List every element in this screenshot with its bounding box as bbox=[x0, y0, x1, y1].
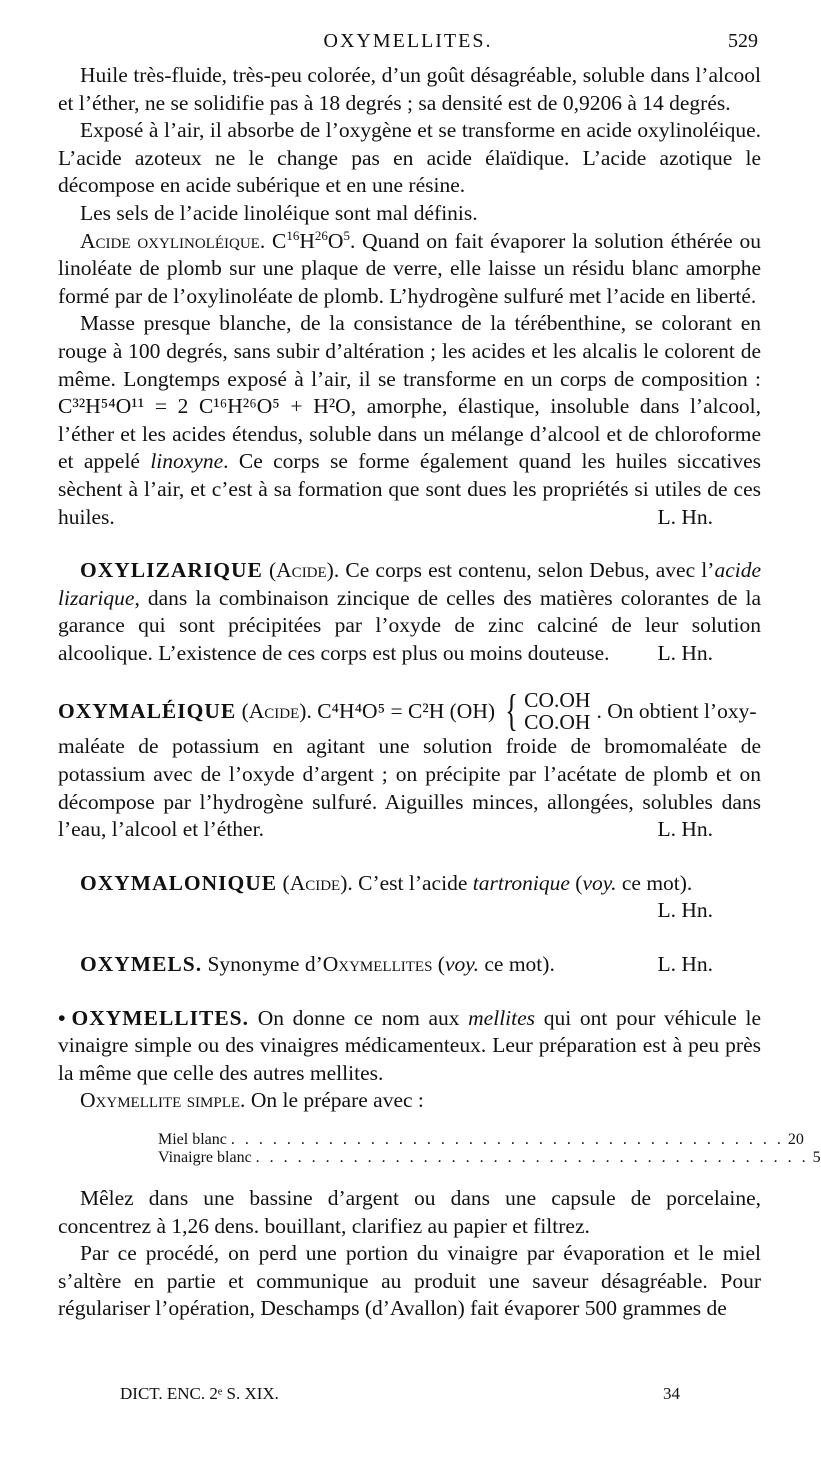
entry-heading: OXYMALÉIQUE bbox=[58, 698, 237, 723]
paragraph: Par ce procédé, on perd une portion du vinaigre par évaporation et le miel s’altère en partie et communique au produit une saveur désagréable. Pour régulariser l’opération, Deschamps (d’Avallon) fait évaporer 500 grammes de bbox=[58, 1241, 761, 1321]
author-signature: L. Hn. bbox=[657, 898, 713, 923]
dot-leader: . . . . . . . . . . . . . . . . . . . . . . . . . . . . . . . . . . . . . . . . bbox=[230, 1131, 784, 1148]
signature-mark: DICT. ENC. 2ᵉ S. XIX. bbox=[120, 1384, 279, 1403]
running-title: OXYMELLITES. bbox=[323, 30, 493, 52]
entry-oxymellites: • OXYMELLITES. On donne ce nom aux mellites qui ont pour véhicule le vinaigre simple ou des vinaigres médicamenteux. Leur préparation est à peu près la même que celle des autres mellites. bbox=[58, 1005, 762, 1085]
paragraph: Les sels de l’acide linoléique sont mal définis. bbox=[80, 200, 478, 225]
entry-heading: OXYLIZARIQUE bbox=[80, 558, 263, 583]
recipe-row: Miel blanc . . . . . . . . . . . . . . . . . . . . . . . . . . . . . . . . . . . . . . . . 20 bbox=[158, 1131, 804, 1148]
entry-oxymaleique-heading: OXYMALÉIQUE (Acide). C⁴H⁴O⁵ = C²H (OH) { CO.OH CO.OH . On obtient l’oxy- bbox=[58, 686, 757, 736]
brace-icon: { bbox=[505, 686, 518, 736]
paragraph: Huile très-fluide, très-peu colorée, d’un goût désagréable, soluble dans l’alcool et l’éther, ne se solidifie pas à 18 degrés ; sa densité est de 0,9206 à 14 degrés. bbox=[58, 63, 761, 115]
formula: $C^{16}H^{26}O^5$ bbox=[272, 227, 350, 253]
author-signature: L. Hn. bbox=[657, 952, 713, 977]
bullet-icon: • bbox=[58, 1005, 66, 1030]
paragraph: Exposé à l’air, il absorbe de l’oxygène et se transforme en acide oxylinoléique. L’acide azoteux ne le change pas en acide élaïdique. L’acide azotique le décompose en acide subérique et en une résine. bbox=[58, 118, 761, 198]
entry-oxymaleique-text: maléate de potassium en agitant une solution froide de bromomaléate de potassium avec de l’oxyde d’argent ; on précipite par l’acétate de plomb et on décompose par l’hydrogène sulfuré. Aiguilles minces, allongées, solubles dans l’eau, l’alcool et l’éther. L. Hn. bbox=[58, 733, 761, 843]
page-body bbox=[58, 62, 821, 1323]
page-header bbox=[58, 30, 758, 58]
entry-oxymels: OXYMELS. Synonyme d’Oxymellites (voy. ce mot). L. Hn. bbox=[58, 951, 761, 979]
paragraph-oxylinoleique: Acide oxylinoléique. $C^{16}H^{26}O^5$. Quand on fait évaporer la solution éthérée ou linoléate de plomb sur une plaque de verre, elle laisse un résidu blanc amorphe formé par de l’oxylinoléate de plomb. L’hydrogène sulfuré met l’acide en liberté. bbox=[58, 227, 762, 308]
paragraph: Mêlez dans une bassine d’argent ou dans une capsule de porcelaine, concentrez à 1,26 dens. bouillant, clarifiez au papier et filtrez. bbox=[58, 1186, 761, 1238]
entry-heading: OXYMALONIQUE bbox=[80, 870, 278, 895]
brace-group: { CO.OH CO.OH bbox=[505, 686, 591, 736]
recipe-row: Vinaigre blanc . . . . . . . . . . . . . . . . . . . . . . . . . . . . . . . . . . . . . . . . 5 bbox=[158, 1149, 821, 1166]
subentry-heading: Acide oxylinoléique. bbox=[80, 228, 266, 253]
equation: C³²H⁵⁴O¹¹ = 2 C¹⁶H²⁶O⁵ + H²O, bbox=[58, 394, 357, 419]
entry-oxymalonique: OXYMALONIQUE (Acide). C’est l’acide tartronique (voy. ce mot). bbox=[80, 870, 693, 895]
sheet-number: 34 bbox=[663, 1384, 680, 1403]
page-number: 529 bbox=[728, 30, 758, 52]
entry-heading: OXYMELS. bbox=[80, 952, 203, 977]
dot-leader: . . . . . . . . . . . . . . . . . . . . . . . . . . . . . . . . . . . . . . . . bbox=[255, 1149, 809, 1166]
author-signature: L. Hn. bbox=[657, 817, 713, 842]
entry-oxylizarique: OXYLIZARIQUE (Acide). Ce corps est contenu, selon Debus, avec l’acide lizarique, dans la combinaison zincique de celles des matières colorantes de la garance qui sont précipitées par l’oxyde de zinc calciné de leur solution alcoolique. L’existence de ces corps est plus ou moins douteuse. L. Hn. bbox=[58, 557, 761, 667]
formula: C⁴H⁴O⁵ = C²H (OH) bbox=[317, 698, 496, 723]
paragraph-linoxyne: Masse presque blanche, de la consistance de la térébenthine, se colorant en rouge à 100 degrés, sans subir d’altération ; les acides et les alcalis le colorent de même. Longtemps exposé à l’air, il se transforme en un corps de composition : C³²H⁵⁴O¹¹ = 2 C¹⁶H²⁶O⁵ + H²O, amorphe, élastique, insoluble dans l’alcool, l’éther et les acides étendus, soluble dans un mélange d’alcool et de chloroforme et appelé linoxyne. Ce corps se forme également quand les huiles siccatives sèchent à l’air, et c’est à sa formation que sont dues les propriétés si utiles de ces huiles. L. Hn. bbox=[58, 310, 761, 531]
author-signature: L. Hn. bbox=[657, 640, 713, 665]
subentry-heading: Oxymellite simple. bbox=[80, 1088, 246, 1113]
author-signature: L. Hn. bbox=[657, 504, 713, 529]
entry-heading: OXYMELLITES. bbox=[71, 1005, 250, 1030]
page-footer bbox=[120, 1384, 680, 1408]
recipe-table bbox=[158, 1131, 821, 1167]
subentry-oxymellite-simple: Oxymellite simple. On le prépare avec : bbox=[80, 1088, 424, 1113]
